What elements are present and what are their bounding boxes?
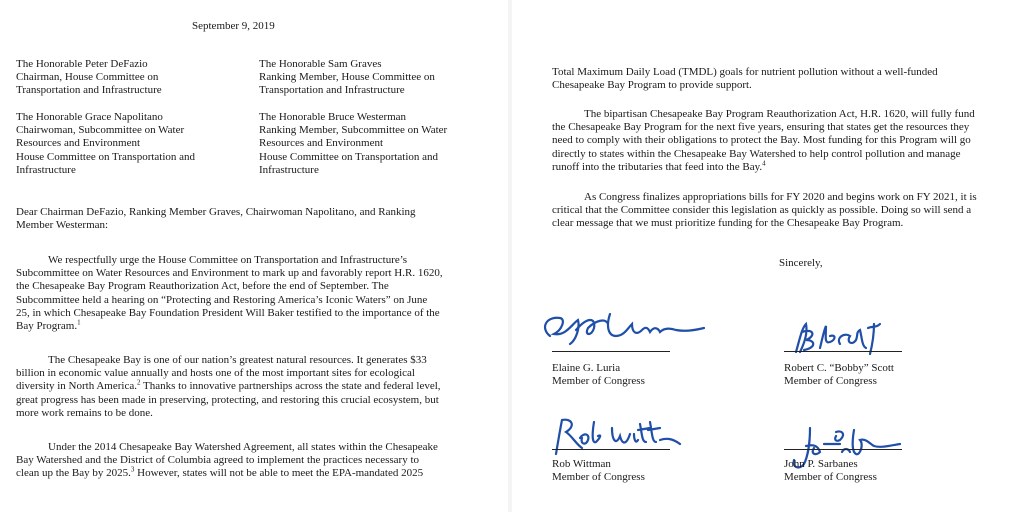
footnote-marker: 3	[130, 465, 135, 474]
letter-page-2	[512, 0, 1024, 512]
paragraph-natural-resource	[16, 354, 441, 420]
signatory-sarbanes	[784, 458, 877, 484]
addressee-defazio	[16, 58, 162, 98]
addressee-line: Resources and Environment	[16, 137, 141, 150]
paragraph-watershed-agreement	[16, 441, 438, 481]
paragraph-line: need to comply with their obligations to protect the Bay. Most funding for this Program will go	[552, 134, 971, 147]
paragraph-line: Subcommittee on Water Resources and Environment to mark up and favorably report H.R. 1620,	[16, 267, 443, 280]
addressee-line: Ranking Member, House Committee on	[259, 71, 435, 84]
footnote-marker: 4	[762, 159, 766, 168]
salutation-line: Member Westerman:	[16, 219, 109, 232]
addressee-line: Transportation and Infrastructure	[259, 84, 405, 97]
paragraph-line: As Congress finalizes appropriations bills for FY 2020 and begins work on FY 2021, it is	[584, 191, 977, 203]
signatory-title: Member of Congress	[552, 471, 645, 484]
addressee-line: Chairwoman, Subcommittee on Water	[16, 124, 185, 137]
paragraph-line: Bay Program.	[16, 320, 78, 333]
letter-date: September 9, 2019	[192, 20, 275, 32]
addressee-line: The Honorable Bruce Westerman	[259, 111, 407, 123]
signatory-scott	[784, 362, 894, 388]
addressee-line: Chairman, House Committee on	[16, 71, 159, 84]
salutation	[16, 206, 416, 232]
signatory-wittman	[552, 458, 645, 484]
signature-scott	[790, 318, 900, 358]
signatory-title: Member of Congress	[784, 471, 877, 484]
paragraph-line: great progress has been made in preserving, protecting, and restoring this crucial ecosystem, but	[16, 393, 439, 406]
paragraph-line: clear message that we must prioritize funding for the Chesapeake Bay Program.	[552, 217, 904, 230]
signatory-name: Rob Wittman	[552, 458, 611, 470]
paragraph-line: runoff into the tributaries that feed into the Bay.	[552, 160, 763, 173]
paragraph-line: clean up the Bay by 2025.	[16, 467, 131, 480]
addressee-line: House Committee on Transportation and	[16, 150, 196, 163]
signature-line	[552, 449, 670, 450]
signatory-name: John P. Sarbanes	[784, 458, 858, 470]
addressee-line: The Honorable Grace Napolitano	[16, 111, 163, 123]
paragraph-line: the Chesapeake Bay Program for the next five years, ensuring that states get the resources they	[552, 121, 970, 134]
addressee-graves	[259, 58, 435, 98]
footnote-marker: 1	[77, 318, 81, 327]
signatory-title: Member of Congress	[552, 375, 645, 388]
paragraph-line: more work remains to be done.	[16, 406, 153, 419]
paragraph-line: diversity in North America.	[16, 380, 137, 393]
addressee-line: Infrastructure	[16, 163, 76, 176]
signature-luria	[536, 306, 706, 350]
addressee-westerman	[259, 111, 447, 177]
paragraph-line: Chesapeake Bay Program to provide support.	[552, 79, 752, 92]
signatory-title: Member of Congress	[784, 375, 877, 388]
paragraph-line: Total Maximum Daily Load (TMDL) goals for nutrient pollution without a well-funded	[552, 66, 938, 78]
signatory-luria	[552, 362, 645, 388]
paragraph-line: Bay Watershed and the District of Columbia agreed to implement the practices necessary to	[16, 454, 420, 467]
signatory-name: Robert C. “Bobby” Scott	[784, 362, 894, 374]
addressee-line: The Honorable Sam Graves	[259, 58, 382, 70]
addressee-line: The Honorable Peter DeFazio	[16, 58, 148, 70]
paragraph-line: Subcommittee held a hearing on “Protecting and Restoring America’s Iconic Waters” on June	[16, 293, 428, 306]
addressee-line: House Committee on Transportation and	[259, 150, 439, 163]
paragraph-line: the Chesapeake Bay Program Reauthorization Act, before the end of September. The	[16, 280, 389, 293]
closing: Sincerely,	[779, 257, 823, 269]
signature-line	[552, 351, 670, 352]
paragraph-reauthorization	[552, 108, 975, 174]
paragraph-line: However, states will not be able to meet the EPA-mandated 2025	[134, 467, 424, 480]
salutation-line: Dear Chairman DeFazio, Ranking Member Graves, Chairwoman Napolitano, and Ranking	[16, 206, 416, 218]
addressee-line: Ranking Member, Subcommittee on Water	[259, 124, 448, 137]
paragraph-appropriations	[552, 191, 977, 231]
signatory-name: Elaine G. Luria	[552, 362, 621, 374]
paragraph-tmdl	[552, 66, 938, 92]
paragraph-line: billion in economic value annually and hosts one of the most important sites for ecological	[16, 367, 415, 380]
addressee-napolitano	[16, 111, 195, 177]
paragraph-line: 25, in which Chesapeake Bay Foundation President Will Baker testified to the importance of the	[16, 306, 440, 319]
addressee-line: Infrastructure	[259, 163, 319, 176]
paragraph-request	[16, 254, 443, 333]
signature-line	[784, 449, 902, 450]
paragraph-line: We respectfully urge the House Committee on Transportation and Infrastructure’s	[48, 254, 408, 266]
paragraph-line: critical that the Committee consider this legislation as quickly as possible. Doing so will send a	[552, 204, 972, 217]
paragraph-line: Under the 2014 Chesapeake Bay Watershed Agreement, all states within the Chesapeake	[48, 441, 438, 453]
addressee-line: Transportation and Infrastructure	[16, 84, 162, 97]
paragraph-line: Thanks to innovative partnerships across the state and federal level,	[140, 380, 441, 393]
addressee-line: Resources and Environment	[259, 137, 384, 150]
paragraph-line: The Chesapeake Bay is one of our nation’s greatest natural resources. It generates $33	[48, 354, 427, 366]
letter-page-1	[0, 0, 508, 512]
signature-line	[784, 351, 902, 352]
paragraph-line: The bipartisan Chesapeake Bay Program Reauthorization Act, H.R. 1620, will fully fund	[584, 108, 975, 120]
footnote-marker: 2	[136, 378, 141, 387]
signature-wittman	[542, 414, 692, 458]
paragraph-line: directly to states within the Chesapeake Bay Watershed to help control pollution and manage	[552, 147, 961, 160]
